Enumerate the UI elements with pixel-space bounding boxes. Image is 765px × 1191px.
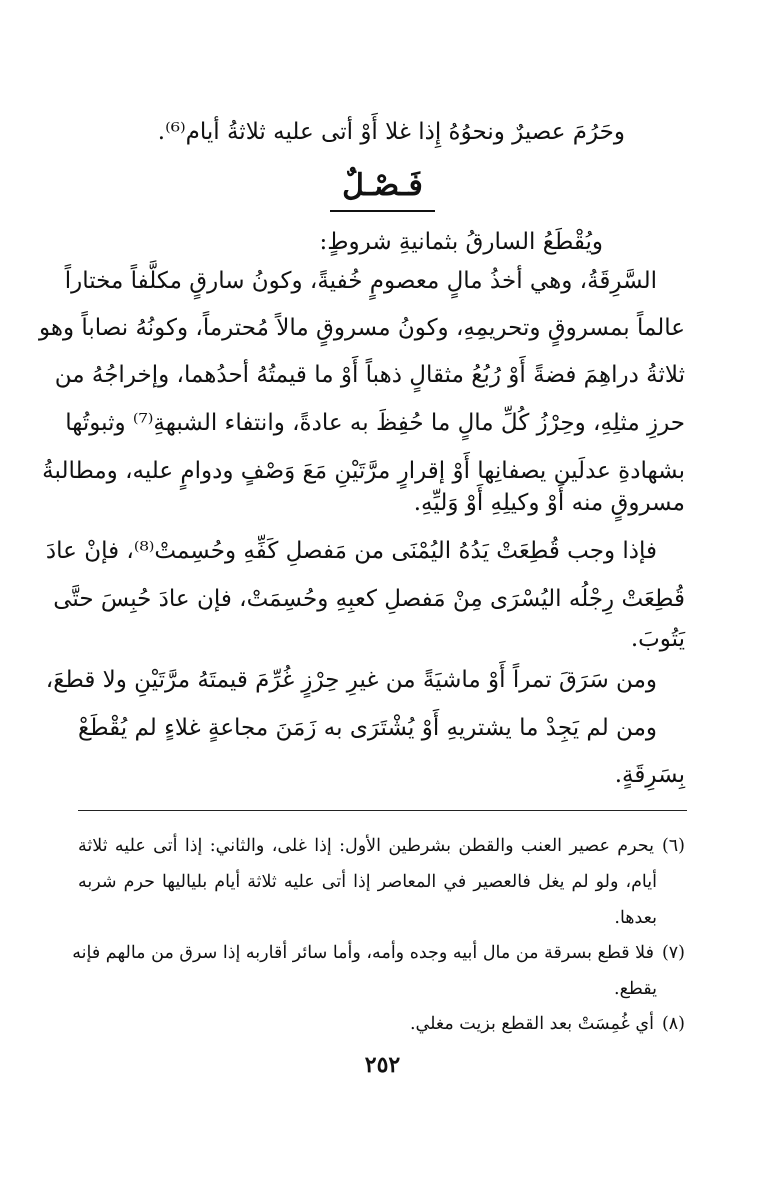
conditions-line: ثلاثةُ دراهِمَ فضةً أَوْ رُبُعُ مثقالٍ ذهباً أَوْ ما قيمتُهُ أحدُهما، وإخراجُهُ من: [54, 362, 685, 388]
footnote-text: فلا قطع بسرقة من مال أبيه وجده وأمه، وأما سائر أقاربه إذا سرق من مالهم فإنه: [72, 943, 654, 963]
intro-line: ويُقْطَعُ السارقُ بثمانيةِ شروطٍ:: [319, 229, 603, 255]
footnote-8: [410, 1012, 685, 1036]
footnote-text: أي غُمِسَتْ بعد القطع بزيت مغلي.: [409, 1014, 654, 1034]
conditions-line: عالماً بمسروقٍ وتحريمِهِ، وكونُ مسروقٍ مالاً مُحترماً، وكونُهُ نصاباً وهو: [38, 315, 685, 341]
famine-line: بِسَرِقَةٍ.: [614, 762, 685, 788]
footnote-6: [78, 834, 685, 858]
conditions-line: السَّرِقَةُ، وهي أخذُ مالٍ معصومٍ خُفيةً، وكونُ سارقٍ مكلَّفاً مختاراً: [64, 268, 657, 294]
amputation-line: قُطِعَتْ رِجْلُه اليُسْرَى مِنْ مَفصلِ كعبِهِ وحُسِمَتْ، فإن عادَ حُبِسَ حتَّى: [53, 586, 685, 612]
opening-line: وحَرُمَ عصيرٌ ونحوُهُ إِذا غلا أَوْ أتى عليه ثلاثةُ أيام⁽⁶⁾.: [157, 119, 625, 145]
footnote-text: يحرم عصير العنب والقطن بشرطين الأول: إذا غلى، والثاني: إذا أتى عليه ثلاثة: [78, 836, 654, 856]
section-heading: فَـصْـلٌ: [342, 168, 423, 203]
footnote-number: (٦): [661, 836, 685, 856]
footnote-6-line: بعدها.: [614, 908, 657, 928]
footnote-6-line: أيام، ولو لم يغل فالعصير في المعاصر إذا أتى عليه ثلاثة أيام بلياليها حرم شربه: [78, 872, 657, 892]
page-number: ٢٥٢: [364, 1052, 401, 1078]
fruit-line: ومن سَرَقَ تمراً أَوْ ماشيَةً من غيرِ حِرْزٍ غُرِّمَ قيمتَهُ مرَّتَيْنِ ولا قطعَ،: [45, 667, 657, 693]
amputation-line: فإذا وجب قُطِعَتْ يَدُهُ اليُمْنَى من مَفصلِ كَفِّهِ وحُسِمتْ⁽⁸⁾، فإنْ عادَ: [45, 538, 657, 564]
conditions-line: مسروقٍ منه أَوْ وكيلِهِ أَوْ وَليِّهِ.: [413, 490, 685, 516]
famine-line: ومن لم يَجِدْ ما يشتريهِ أَوْ يُشْتَرَى به زَمَنَ مجاعةٍ غلاءٍ لم يُقْطَعْ: [78, 715, 657, 741]
footnote-7-line: يقطع.: [614, 979, 657, 999]
footnote-number: (٧): [661, 943, 685, 963]
footnote-7: [72, 941, 685, 965]
conditions-line: حرزِ مثلِهِ، وحِرْزُ كُلِّ مالٍ ما حُفِظَ به عادةً، وانتفاء الشبهةِ⁽⁷⁾ وثبوتُها: [65, 410, 685, 436]
footnote-number: (٨): [661, 1014, 685, 1034]
amputation-line: يَتُوبَ.: [630, 626, 685, 652]
conditions-line: بشهادةِ عدلَين يصفانِها أَوْ إقرارٍ مرَّتَيْنِ مَعَ وَصْفٍ ودوامٍ عليه، ومطالبةُ: [42, 458, 685, 484]
heading-underline: [330, 210, 435, 212]
footnote-separator: [78, 810, 687, 811]
